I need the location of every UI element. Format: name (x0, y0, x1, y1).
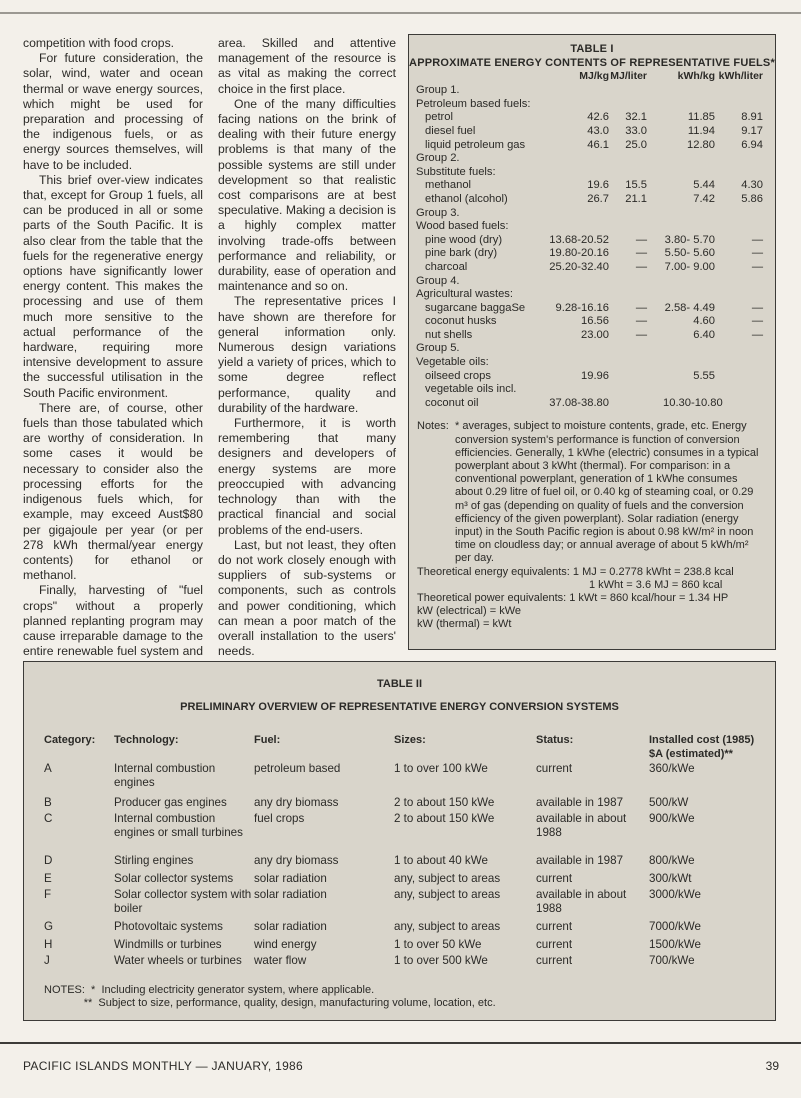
table-cell: — (635, 328, 647, 341)
table-1-body (409, 84, 775, 410)
technology-cell: Producer gas engines (114, 796, 227, 809)
article-column-2 (218, 36, 396, 675)
table-2-header-category: Category: (44, 734, 96, 746)
table-2-title: TABLE II (376, 678, 422, 690)
fuel-label: pine bark (dry) (425, 247, 498, 260)
fuel-cell: solar radiation (254, 888, 327, 901)
table-row (409, 84, 775, 98)
table-cell: 4.30 (741, 179, 763, 192)
fuel-label: pine wood (dry) (425, 233, 503, 246)
table-cell: 2.58- 4.49 (664, 301, 715, 314)
fuel-label: Agricultural wastes: (416, 288, 513, 301)
technology-cell: Windmills or turbines (114, 938, 222, 951)
category-letter: G (44, 920, 54, 933)
fuel-label: Vegetable oils: (416, 356, 489, 369)
table-row (409, 329, 775, 343)
table-cell: 21.1 (625, 192, 647, 205)
table-cell: 9.28-16.16 (555, 301, 609, 314)
top-rule (0, 12, 801, 14)
table-cell: 16.56 (581, 315, 609, 328)
table-cell: 12.80 (687, 138, 715, 151)
table-1-subtitle: APPROXIMATE ENERGY CONTENTS OF REPRESENTATIVE FUELS* (409, 56, 775, 69)
table-1-header-mj-kg: MJ/kg (579, 70, 609, 83)
table-row (409, 247, 775, 261)
table-row (409, 220, 775, 234)
size-cell: any, subject to areas (394, 920, 501, 933)
equivalent-line: Theoretical energy equivalents: 1 MJ = 0.2778 kWht = 238.8 kcal (417, 565, 734, 578)
table-cell: 26.7 (587, 192, 609, 205)
table-cell: 5.86 (741, 192, 763, 205)
table-cell: 25.20-32.40 (549, 260, 609, 273)
table-cell: 7.42 (693, 192, 715, 205)
table-cell: 32.1 (625, 111, 647, 124)
table-cell: 10.30-10.80 (663, 396, 723, 409)
table-2-header-fuel: Fuel: (254, 734, 281, 746)
table-cell: 19.96 (581, 369, 609, 382)
table-cell: 19.80-20.16 (549, 247, 609, 260)
table-1-header-kwh-liter: kWh/liter (718, 70, 763, 83)
table-cell: 15.5 (625, 179, 647, 192)
size-cell: any, subject to areas (394, 888, 501, 901)
equivalent-line: 1 kWht = 3.6 MJ = 860 kcal (589, 578, 723, 591)
fuel-label: Petroleum based fuels: (416, 97, 531, 110)
table-cell: 33.0 (625, 124, 647, 137)
fuel-label: Substitute fuels: (416, 165, 496, 178)
page-number: 39 (765, 1059, 779, 1073)
table-cell: — (635, 233, 647, 246)
table-row (409, 342, 775, 356)
fuel-label: sugarcane baggaSe (425, 301, 526, 314)
cost-cell: 500/kW (649, 796, 689, 809)
table-1-header-mj-liter: MJ/liter (610, 70, 647, 83)
category-letter: J (44, 954, 50, 967)
publication-footer: PACIFIC ISLANDS MONTHLY — JANUARY, 1986 (23, 1059, 304, 1073)
fuel-cell: any dry biomass (254, 854, 339, 867)
table-1-notes-label: Notes: (417, 420, 449, 433)
table-cell: — (751, 315, 763, 328)
table-2-header-cost (649, 734, 769, 761)
fuel-label: nut shells (425, 328, 473, 341)
fuel-label: ethanol (alcohol) (425, 192, 508, 205)
fuel-label: Group 4. (416, 274, 460, 287)
category-letter: F (44, 888, 52, 901)
table-2-header-sizes: Sizes: (394, 734, 426, 746)
fuel-label: diesel fuel (425, 124, 476, 137)
cost-cell: 7000/kWe (649, 920, 701, 933)
category-letter: C (44, 812, 53, 825)
paragraph: One of the many difficulties facing nations on the brink of dealing with their future energy problems is that many of the possible systems are still under development so that realistic cost comparisons are at best speculative. Making a decision is a highly complex matter involving trade-offs between performance and reliability, or durability, ease of operation and maintenance and so on. (218, 96, 396, 294)
table-cell: — (751, 301, 763, 314)
table-cell: 6.94 (741, 138, 763, 151)
table-cell: 11.94 (687, 124, 715, 137)
technology-cell: Water wheels or turbines (114, 954, 242, 967)
status-cell: current (536, 954, 573, 967)
table-1-header-row (409, 70, 775, 84)
table-row (409, 275, 775, 289)
cost-cell: 900/kWe (649, 812, 695, 825)
table-row (409, 98, 775, 112)
fuel-cell: solar radiation (254, 920, 327, 933)
size-cell: 1 to over 100 kWe (394, 762, 488, 775)
table-1-notes-text: * averages, subject to moisture contents, grade, etc. Energy conversion system's performance is function of conversion efficiencies. Generally, 1 kWhe (electric) consumes in a typical powerplant about 3 kWht (thermal). For comparison: in a conventional powerplant, generation of 1 kWhe consumes about 0.29 litre of fuel oil, or 0.40 kg of steaming coal, or 0.29 m³ of gas (depending on quality of fuels and the conversion efficiency of the given powerplant). Solar radiation (energy input) in the South Pacific region is about 0.98 kW/m² in noon time on cloudless day; or annual average of about 5 kWh/m² per day. (455, 420, 759, 565)
table-row (409, 315, 775, 329)
table-cell: — (751, 233, 763, 246)
table-cell: 5.50- 5.60 (664, 247, 715, 260)
technology-cell: Internal combustion engines (114, 762, 216, 789)
fuel-cell: fuel crops (254, 812, 305, 825)
fuel-label: coconut husks (425, 315, 497, 328)
table-cell: 13.68-20.52 (549, 233, 609, 246)
table-row (409, 356, 775, 370)
table-cell: 25.0 (625, 138, 647, 151)
table-cell: 11.85 (687, 111, 715, 124)
fuel-label: liquid petroleum gas (425, 138, 526, 151)
technology-cell: Photovoltaic systems (114, 920, 223, 933)
table-row (409, 261, 775, 275)
category-letter: B (44, 796, 52, 809)
table-cell: — (751, 328, 763, 341)
table-cell: — (635, 315, 647, 328)
table-cell: 6.40 (693, 328, 715, 341)
table-cell: — (635, 260, 647, 273)
size-cell: 1 to about 40 kWe (394, 854, 488, 867)
fuel-label: Group 5. (416, 342, 460, 355)
table-row (409, 383, 775, 397)
table-row (409, 152, 775, 166)
table-cell: 4.60 (693, 315, 715, 328)
bottom-rule (0, 1042, 801, 1044)
technology-cell: Solar collector system with boiler (114, 888, 252, 915)
size-cell: 2 to about 150 kWe (394, 796, 495, 809)
table-2 (23, 661, 776, 1021)
fuel-cell: any dry biomass (254, 796, 339, 809)
table-row (409, 302, 775, 316)
fuel-label: vegetable oils incl. (425, 383, 517, 396)
table-cell: 43.0 (587, 124, 609, 137)
status-cell: available in 1987 (536, 854, 624, 867)
cost-cell: 300/kWt (649, 872, 692, 885)
fuel-cell: petroleum based (254, 762, 341, 775)
table-row (409, 207, 775, 221)
table-2-notes (44, 984, 496, 1010)
cost-cell: 3000/kWe (649, 888, 701, 901)
table-cell: 3.80- 5.70 (664, 233, 715, 246)
equivalent-line: kW (thermal) = kWt (417, 618, 512, 631)
table-row (409, 111, 775, 125)
table-row (409, 234, 775, 248)
status-cell: current (536, 872, 573, 885)
fuel-label: Wood based fuels: (416, 220, 509, 233)
table-cell: 7.00- 9.00 (664, 260, 715, 273)
table-cell: 5.44 (693, 179, 715, 192)
fuel-cell: solar radiation (254, 872, 327, 885)
equivalent-line: kW (electrical) = kWe (417, 605, 522, 618)
status-cell: current (536, 762, 573, 775)
technology-cell: Solar collector systems (114, 872, 234, 885)
paragraph: competition with food crops. (23, 36, 175, 50)
category-letter: D (44, 854, 53, 867)
fuel-label: Group 3. (416, 206, 460, 219)
status-cell: available in about 1988 (536, 888, 627, 915)
size-cell: 1 to over 500 kWe (394, 954, 488, 967)
table-1-header-kwh-kg: kWh/kg (677, 70, 715, 83)
paragraph: area. Skilled and attentive management of the resource is as vital as making the correct choice in the first place. (218, 36, 396, 96)
table-2-header-cost-line2: $A (estimated)** (649, 747, 733, 760)
table-2-header-cost-line1: Installed cost (1985) (649, 734, 755, 746)
table-cell: 19.6 (587, 179, 609, 192)
table-1-title: TABLE I (570, 43, 614, 55)
status-cell: current (536, 938, 573, 951)
table-cell: 23.00 (581, 328, 609, 341)
fuel-label: Group 1. (416, 84, 460, 97)
table-cell: — (635, 247, 647, 260)
status-cell: available in about 1988 (536, 812, 627, 839)
table-1 (408, 34, 776, 650)
paragraph: Finally, harvesting of "fuel crops" without a properly planned replanting program may cause irreparable damage to the entire renewable fuel system and (23, 583, 203, 659)
table-row (409, 179, 775, 193)
table-2-note-2: ** Subject to size, performance, quality, design, manufacturing volume, location, etc. (44, 997, 496, 1009)
table-row (409, 370, 775, 384)
paragraph: Furthermore, it is worth remembering that many designers and developers of energy systems are more preoccupied with advancing technology than with the practical financial and social problems of the end-users. (218, 416, 396, 537)
fuel-cell: wind energy (254, 938, 317, 951)
paragraph: The representative prices I have shown are therefore for general information only. Numerous design variations yield a variety of prices, which to some degree reflect performance, quality and durability of the hardware. (218, 294, 396, 415)
cost-cell: 1500/kWe (649, 938, 701, 951)
status-cell: current (536, 920, 573, 933)
table-row (409, 139, 775, 153)
size-cell: 2 to about 150 kWe (394, 812, 495, 825)
equivalent-line: Theoretical power equivalents: 1 kWt = 860 kcal/hour = 1.34 HP (417, 592, 729, 605)
table-row (409, 288, 775, 302)
table-cell: — (751, 247, 763, 260)
table-row (409, 125, 775, 139)
cost-cell: 800/kWe (649, 854, 695, 867)
paragraph: This brief over-view indicates that, except for Group 1 fuels, all can be produced in all or some parts of the South Pacific. It is also clear from the table that the fuels for the regenerative energy options have significantly lower energy content. This makes the processing and use of them much more sensitive to the actual performance of the hardware, requiring more intensive development to assure the successful utilisation in the South Pacific environment. (23, 172, 203, 400)
category-letter: A (44, 762, 52, 775)
table-row (409, 193, 775, 207)
table-cell: — (751, 260, 763, 273)
category-letter: E (44, 872, 52, 885)
paragraph: For future consideration, the solar, wind, water and ocean thermal or wave energy sources, which might be used for preparation and processing of the indigenous fuels, or as energy sources themselves, will have to be included. (23, 51, 203, 172)
table-cell: 37.08-38.80 (549, 396, 609, 409)
table-row (409, 166, 775, 180)
fuel-label: methanol (425, 179, 472, 192)
table-cell: — (635, 301, 647, 314)
paragraph: Last, but not least, they often do not work closely enough with suppliers of sub-systems or components, such as controls and power conditioning, which can mean a poor match of the overall installation to the users' needs. (218, 537, 396, 659)
fuel-label: petrol (425, 111, 453, 124)
fuel-label: oilseed crops (425, 369, 491, 382)
technology-cell: Stirling engines (114, 854, 194, 867)
table-2-header-technology: Technology: (114, 734, 179, 746)
cost-cell: 360/kWe (649, 762, 695, 775)
fuel-cell: water flow (254, 954, 307, 967)
table-2-header-status: Status: (536, 734, 574, 746)
table-1-notes (417, 420, 767, 565)
table-cell: 46.1 (587, 138, 609, 151)
table-2-subtitle: PRELIMINARY OVERVIEW OF REPRESENTATIVE ENERGY CONVERSION SYSTEMS (180, 700, 619, 713)
category-letter: H (44, 938, 53, 951)
table-cell: 5.55 (693, 369, 715, 382)
article-column-1 (23, 36, 203, 675)
paragraph: There are, of course, other fuels than those tabulated which are worthy of consideration. In some cases it would be necessary to consider also the processing efforts for the indigenous fuels which, for example, may exceed Aust$80 per gigajoule per year (or per 278 kWh thermal/year energy contents) for ethanol or methanol. (23, 400, 203, 583)
technology-cell: Internal combustion engines or small turbines (114, 812, 243, 839)
table-cell: 42.6 (587, 111, 609, 124)
table-row (409, 397, 775, 411)
fuel-label: Group 2. (416, 152, 460, 165)
fuel-label: charcoal (425, 260, 468, 273)
table-cell: 9.17 (741, 124, 763, 137)
size-cell: 1 to over 50 kWe (394, 938, 482, 951)
table-1-equivalents (409, 566, 775, 632)
table-2-note-1: NOTES: * Including electricity generator system, where applicable. (44, 984, 375, 996)
table-cell: 8.91 (741, 111, 763, 124)
status-cell: available in 1987 (536, 796, 624, 809)
size-cell: any, subject to areas (394, 872, 501, 885)
cost-cell: 700/kWe (649, 954, 695, 967)
fuel-label: coconut oil (425, 396, 479, 409)
